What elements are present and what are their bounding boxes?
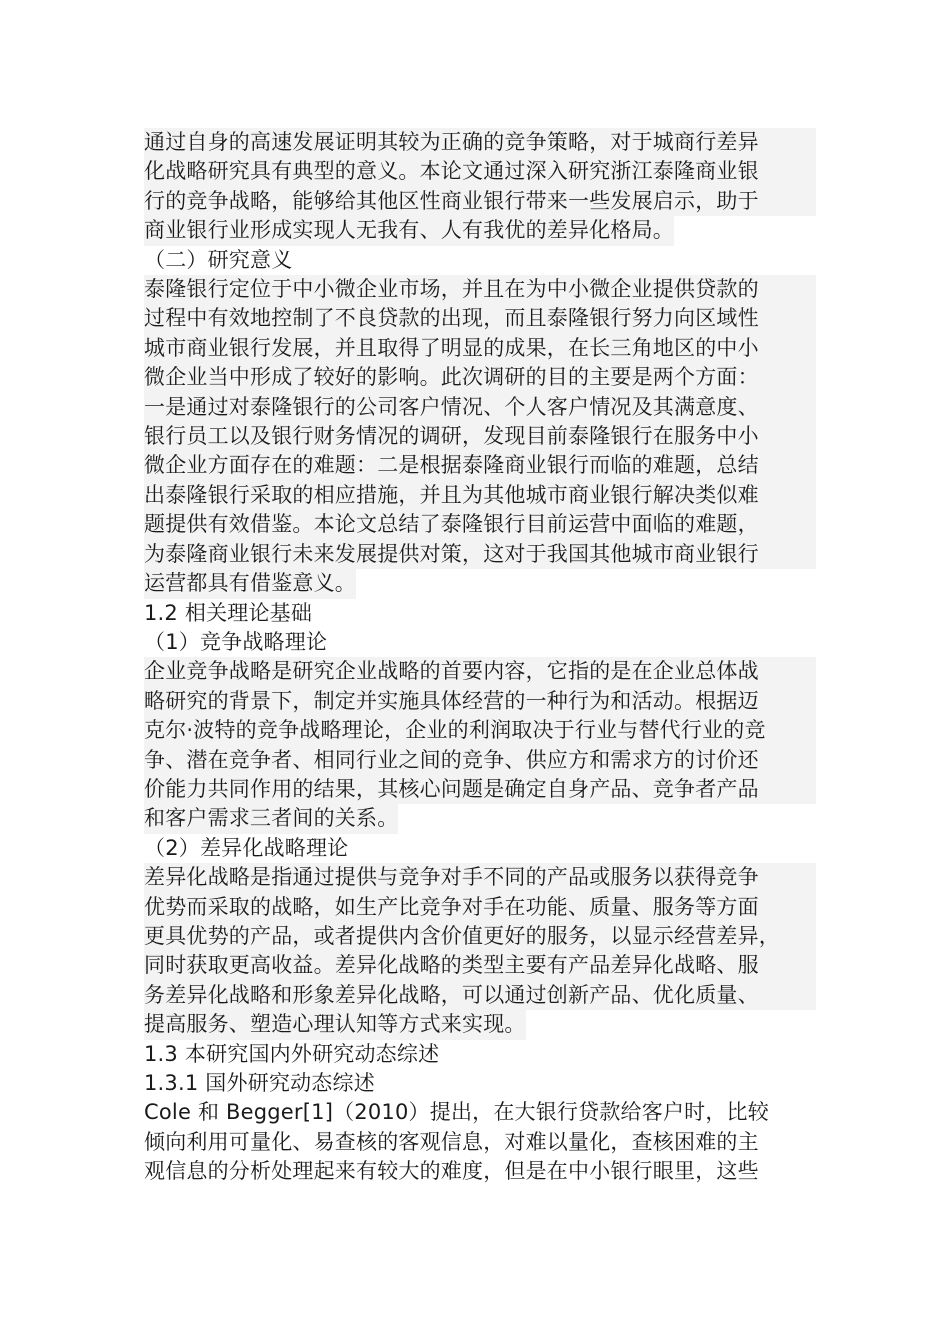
text-line: 克尔·波特的竞争战略理论，企业的利润取决于行业与替代行业的竞 xyxy=(144,716,816,745)
subsection-heading: （1）竞争战略理论 xyxy=(144,629,328,654)
text-line: 倾向利用可量化、易查核的客观信息，对难以量化，查核困难的主 xyxy=(144,1129,759,1154)
text-line: 过程中有效地控制了不良贷款的出现，而且泰隆银行努力向区域性 xyxy=(144,304,816,333)
text-line: 泰隆银行定位于中小微企业市场，并且在为中小微企业提供贷款的 xyxy=(144,275,816,304)
subsection-heading: （2）差异化战略理论 xyxy=(144,835,349,860)
text-line: 运营都具有借鉴意义。 xyxy=(144,569,356,598)
text-line: 微企业当中形成了较好的影响。此次调研的目的主要是两个方面： xyxy=(144,363,816,392)
text-line: 题提供有效借鉴。本论文总结了泰隆银行目前运营中面临的难题， xyxy=(144,510,816,539)
subsection-heading: 1.3.1 国外研究动态综述 xyxy=(144,1071,375,1095)
text-line: 城市商业银行发展，并且取得了明显的成果，在长三角地区的中小 xyxy=(144,334,816,363)
text-line: 行的竞争战略，能够给其他区性商业银行带来一些发展启示，助于 xyxy=(144,187,816,216)
text-line: 观信息的分析处理起来有较大的难度，但是在中小银行眼里，这些 xyxy=(144,1159,759,1184)
text-line: 通过自身的高速发展证明其较为正确的竞争策略，对于城商行差异 xyxy=(144,128,816,157)
section-heading: 1.3 本研究国内外研究动态综述 xyxy=(144,1041,440,1066)
text-line: Cole 和 Begger[1]（2010）提出，在大银行贷款给客户时，比较 xyxy=(144,1100,769,1125)
text-line: 更具优势的产品，或者提供内含价值更好的服务，以显示经营差异， xyxy=(144,922,816,951)
text-line: 商业银行业形成实现人无我有、人有我优的差异化格局。 xyxy=(144,216,674,245)
text-line: 同时获取更高收益。差异化战略的类型主要有产品差异化战略、服 xyxy=(144,951,816,980)
text-line: 银行员工以及银行财务情况的调研，发现目前泰隆银行在服务中小 xyxy=(144,422,816,451)
text-line: 优势而采取的战略，如生产比竞争对手在功能、质量、服务等方面 xyxy=(144,893,816,922)
text-line: 价能力共同作用的结果，其核心问题是确定自身产品、竞争者产品 xyxy=(144,775,816,804)
section-heading: （二）研究意义 xyxy=(144,247,293,272)
section-heading: 1.2 相关理论基础 xyxy=(144,600,313,625)
text-line: 争、潜在竞争者、相同行业之间的竞争、供应方和需求方的讨价还 xyxy=(144,746,816,775)
text-line: 务差异化战略和形象差异化战略，可以通过创新产品、优化质量、 xyxy=(144,981,816,1010)
text-line: 化战略研究具有典型的意义。本论文通过深入研究浙江泰隆商业银 xyxy=(144,157,816,186)
text-line: 差异化战略是指通过提供与竞争对手不同的产品或服务以获得竞争 xyxy=(144,863,816,892)
text-line: 提高服务、塑造心理认知等方式来实现。 xyxy=(144,1010,526,1039)
text-line: 为泰隆商业银行未来发展提供对策，这对于我国其他城市商业银行 xyxy=(144,540,816,569)
text-line: 和客户需求三者间的关系。 xyxy=(144,804,398,833)
text-line: 出泰隆银行采取的相应措施，并且为其他城市商业银行解决类似难 xyxy=(144,481,816,510)
text-line: 一是通过对泰隆银行的公司客户情况、个人客户情况及其满意度、 xyxy=(144,393,816,422)
text-line: 企业竞争战略是研究企业战略的首要内容，它指的是在企业总体战 xyxy=(144,657,816,686)
text-line: 略研究的背景下，制定并实施具体经营的一种行为和活动。根据迈 xyxy=(144,687,816,716)
body-text xyxy=(144,128,816,1187)
text-line: 微企业方面存在的难题：二是根据泰隆商业银行而临的难题，总结 xyxy=(144,451,816,480)
